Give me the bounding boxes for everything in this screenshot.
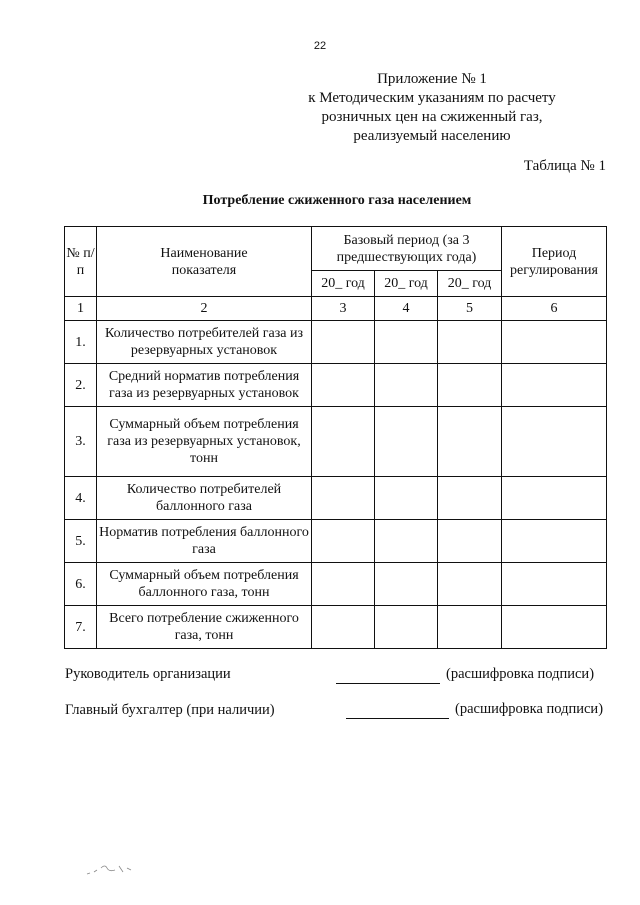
- row-number: 3.: [65, 407, 97, 477]
- value-cell[interactable]: [375, 563, 438, 606]
- row-number: 4.: [65, 477, 97, 520]
- table-row: [65, 407, 607, 477]
- row-number: 2.: [65, 364, 97, 407]
- table-row: [65, 477, 607, 520]
- value-cell[interactable]: [375, 477, 438, 520]
- value-cell[interactable]: [312, 477, 375, 520]
- header-year: 20_ год: [312, 271, 375, 297]
- accountant-signature-label: Главный бухгалтер (при наличии): [65, 702, 275, 718]
- header-regulation-period: Период регулирования: [502, 227, 607, 297]
- appendix-line: розничных цен на сжиженный газ,: [321, 109, 543, 125]
- row-indicator-name: Суммарный объем потребления газа из резервуарных установок, тонн: [97, 407, 312, 477]
- row-indicator-name: Средний норматив потребления газа из резервуарных установок: [97, 364, 312, 407]
- value-cell[interactable]: [502, 477, 607, 520]
- value-cell[interactable]: [312, 563, 375, 606]
- pen-mark: [85, 858, 135, 878]
- value-cell[interactable]: [502, 321, 607, 364]
- head-signature-label: Руководитель организации: [65, 666, 231, 682]
- table-row: [65, 364, 607, 407]
- column-number: 4: [375, 297, 438, 321]
- value-cell[interactable]: [438, 606, 502, 649]
- value-cell[interactable]: [438, 520, 502, 563]
- header-name: Наименование показателя: [97, 227, 312, 297]
- header-num: № п/п: [65, 227, 97, 297]
- head-signature-hint: (расшифровка подписи): [446, 666, 595, 682]
- appendix-line: реализуемый населению: [353, 128, 511, 144]
- page-number: 22: [313, 40, 327, 52]
- row-number: 1.: [65, 321, 97, 364]
- row-indicator-name: Количество потребителей баллонного газа: [97, 477, 312, 520]
- header-year: 20_ год: [375, 271, 438, 297]
- value-cell[interactable]: [312, 606, 375, 649]
- row-indicator-name: Всего потребление сжиженного газа, тонн: [97, 606, 312, 649]
- value-cell[interactable]: [438, 563, 502, 606]
- accountant-signature-line[interactable]: [346, 718, 449, 719]
- row-number: 7.: [65, 606, 97, 649]
- value-cell[interactable]: [312, 520, 375, 563]
- value-cell[interactable]: [438, 321, 502, 364]
- document-title: Потребление сжиженного газа населением: [202, 193, 472, 208]
- value-cell[interactable]: [438, 477, 502, 520]
- table-row: [65, 563, 607, 606]
- row-number: 5.: [65, 520, 97, 563]
- appendix-line: к Методическим указаниям по расчету: [308, 90, 556, 106]
- value-cell[interactable]: [312, 321, 375, 364]
- table-row: [65, 321, 607, 364]
- header-base-period: Базовый период (за 3 предшествующих года): [312, 227, 502, 271]
- value-cell[interactable]: [312, 407, 375, 477]
- value-cell[interactable]: [502, 407, 607, 477]
- appendix-header: [272, 70, 592, 146]
- value-cell[interactable]: [502, 563, 607, 606]
- accountant-signature-hint: (расшифровка подписи): [455, 701, 604, 717]
- value-cell[interactable]: [438, 407, 502, 477]
- row-indicator-name: Количество потребителей газа из резервуарных установок: [97, 321, 312, 364]
- header-year: 20_ год: [438, 271, 502, 297]
- value-cell[interactable]: [502, 520, 607, 563]
- appendix-line: Приложение № 1: [377, 71, 487, 87]
- value-cell[interactable]: [502, 606, 607, 649]
- column-number: 3: [312, 297, 375, 321]
- value-cell[interactable]: [375, 407, 438, 477]
- row-indicator-name: Суммарный объем потребления баллонного газа, тонн: [97, 563, 312, 606]
- value-cell[interactable]: [375, 606, 438, 649]
- column-number: 6: [502, 297, 607, 321]
- table-row: [65, 606, 607, 649]
- value-cell[interactable]: [312, 364, 375, 407]
- value-cell[interactable]: [375, 520, 438, 563]
- column-number: 1: [65, 297, 97, 321]
- column-number: 5: [438, 297, 502, 321]
- value-cell[interactable]: [375, 321, 438, 364]
- head-signature-line[interactable]: [336, 683, 440, 684]
- value-cell[interactable]: [502, 364, 607, 407]
- consumption-table: [64, 226, 607, 649]
- table-number: Таблица № 1: [523, 158, 606, 174]
- row-number: 6.: [65, 563, 97, 606]
- value-cell[interactable]: [438, 364, 502, 407]
- value-cell[interactable]: [375, 364, 438, 407]
- row-indicator-name: Норматив потребления баллонного газа: [97, 520, 312, 563]
- table-row: [65, 520, 607, 563]
- column-number: 2: [97, 297, 312, 321]
